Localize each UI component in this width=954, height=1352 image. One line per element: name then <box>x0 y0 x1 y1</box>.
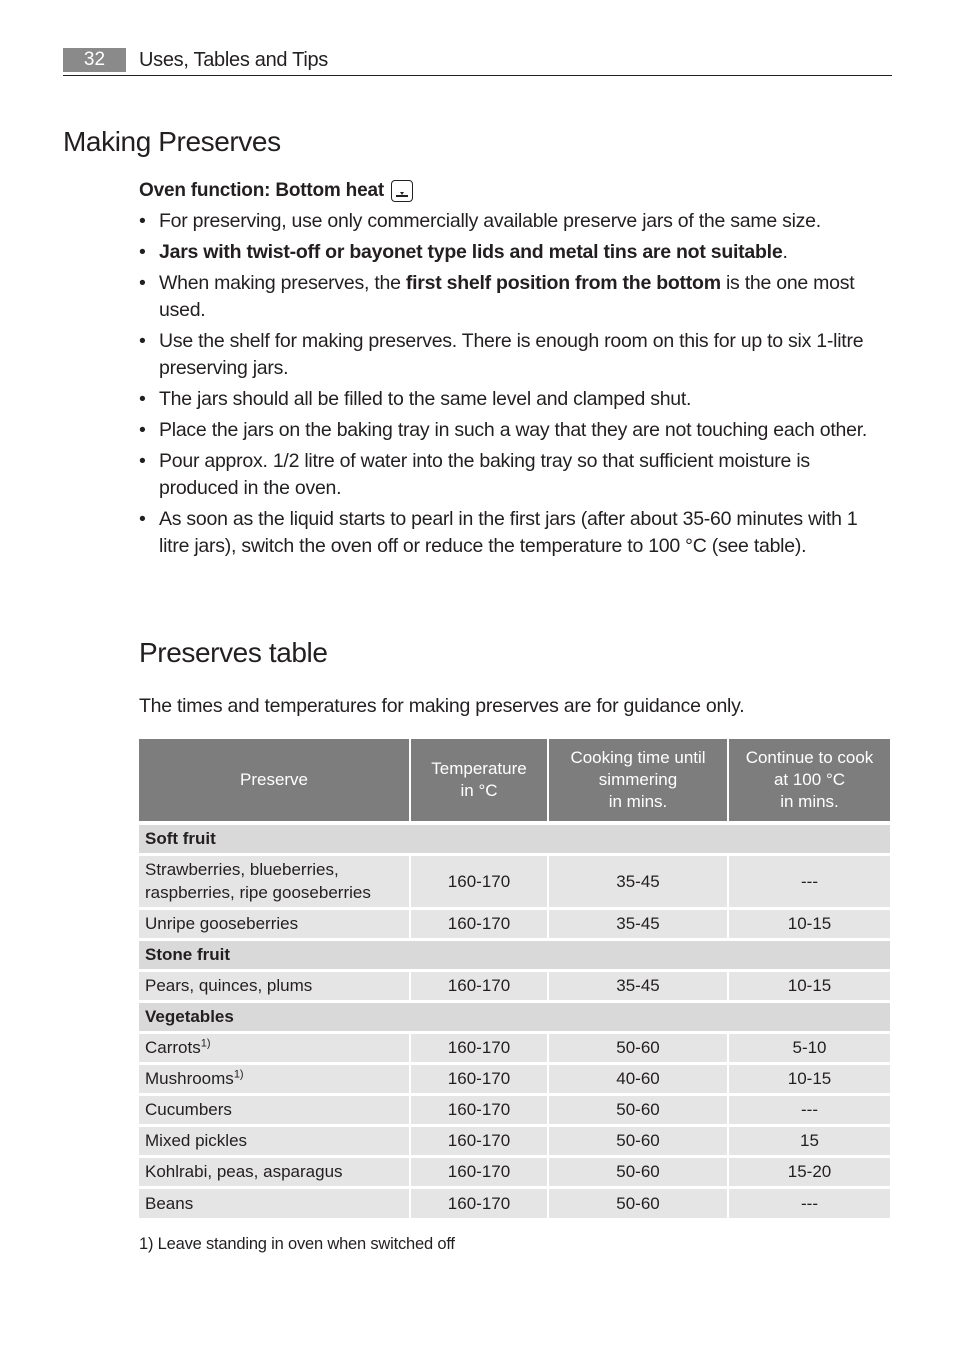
group-name: Vegetables <box>139 1001 890 1032</box>
preserve-name: Beans <box>145 1193 194 1213</box>
preserve-name: Pears, quinces, plums <box>145 976 313 995</box>
continue-cooking-cell: --- <box>728 854 890 908</box>
table-row <box>139 970 890 1001</box>
making-preserves-content <box>139 177 889 564</box>
footnote-marker: 1) <box>233 1068 244 1081</box>
cooking-time-cell: 35-45 <box>548 854 728 908</box>
temperature-cell: 160-170 <box>410 908 548 939</box>
bullet-item <box>139 386 889 413</box>
preserve-cell <box>139 1063 410 1094</box>
bullet-text: When making preserves, the <box>159 272 406 294</box>
bullet-item <box>139 239 889 266</box>
temperature-cell: 160-170 <box>410 854 548 908</box>
bullet-text: As soon as the liquid starts to pearl in the first jars (after about 35-60 minutes with 1 litre jars), switch the oven off or reduce the temperature to 100 °C (see table). <box>159 508 858 557</box>
instruction-list <box>139 208 889 560</box>
preserve-cell <box>139 854 410 908</box>
table-body <box>139 823 890 1218</box>
column-header-line: Temperature <box>431 759 527 778</box>
oven-function <box>139 177 889 205</box>
cooking-time-cell: 35-45 <box>548 970 728 1001</box>
temperature-cell: 160-170 <box>410 1187 548 1218</box>
bullet-item <box>139 417 889 444</box>
bullet-emphasis: first shelf position from the bottom <box>405 272 721 294</box>
bullet-item <box>139 448 889 502</box>
bullet-text: Pour approx. 1/2 litre of water into the baking tray so that sufficient moisture is produced in the oven. <box>159 450 810 499</box>
column-header-line: simmering <box>598 770 678 789</box>
bullet-emphasis: Jars with twist-off or bayonet type lids and metal tins are not suitable <box>159 241 783 263</box>
group-name: Soft fruit <box>139 823 890 854</box>
page-header <box>63 46 892 76</box>
temperature-cell: 160-170 <box>410 970 548 1001</box>
group-name: Stone fruit <box>139 939 890 970</box>
preserve-name: Unripe gooseberries <box>145 914 299 933</box>
page-number: 32 <box>63 48 126 72</box>
temperature-cell: 160-170 <box>410 1032 548 1063</box>
table-section-title: Preserves table <box>139 637 328 668</box>
continue-cooking-cell: 10-15 <box>728 1063 890 1094</box>
table-row <box>139 1125 890 1156</box>
table-row <box>139 1156 890 1187</box>
bullet-item <box>139 208 889 235</box>
preserve-name: Strawberries, blueberries, <box>145 860 339 879</box>
bullet-text: Place the jars on the baking tray in such a way that they are not touching each other. <box>159 419 868 441</box>
preserve-name: Kohlrabi, peas, asparagus <box>145 1162 343 1181</box>
bullet-text: The jars should all be filled to the same level and clamped shut. <box>159 388 692 410</box>
preserve-cell <box>139 1125 410 1156</box>
column-header-line: in mins. <box>608 792 668 811</box>
group-row <box>139 1001 890 1032</box>
preserve-name-line <box>145 1036 403 1059</box>
temperature-cell: 160-170 <box>410 1125 548 1156</box>
footnote-marker: 1) <box>200 1037 211 1050</box>
group-row <box>139 939 890 970</box>
preserve-name-line <box>145 1067 403 1090</box>
table-intro: The times and temperatures for making preserves are for guidance only. <box>139 695 745 717</box>
column-header-line: in °C <box>460 781 498 800</box>
column-header <box>139 739 410 823</box>
preserve-cell <box>139 1187 410 1218</box>
bullet-text: . <box>782 241 788 263</box>
section-title: Making Preserves <box>63 126 281 157</box>
continue-cooking-cell: --- <box>728 1187 890 1218</box>
preserve-cell <box>139 1032 410 1063</box>
table-row <box>139 1187 890 1218</box>
column-header <box>548 739 728 823</box>
cooking-time-cell: 50-60 <box>548 1156 728 1187</box>
column-header-line: Preserve <box>239 770 309 789</box>
preserve-cell <box>139 1156 410 1187</box>
preserve-name: Carrots <box>145 1038 201 1057</box>
table-row <box>139 1094 890 1125</box>
bullet-item <box>139 328 889 382</box>
preserve-cell <box>139 908 410 939</box>
preserve-cell <box>139 970 410 1001</box>
cooking-time-cell: 40-60 <box>548 1063 728 1094</box>
bullet-text: is the one most used. <box>159 272 855 321</box>
preserve-name: Cucumbers <box>145 1100 232 1119</box>
column-header <box>410 739 548 823</box>
temperature-cell: 160-170 <box>410 1063 548 1094</box>
cooking-time-cell: 50-60 <box>548 1094 728 1125</box>
group-row <box>139 823 890 854</box>
table-header-row <box>139 739 890 823</box>
column-header-line: in mins. <box>780 792 839 811</box>
bottom-heat-icon <box>391 180 413 202</box>
preserve-name: raspberries, ripe gooseberries <box>145 883 371 902</box>
preserves-table <box>139 739 890 1218</box>
preserve-cell <box>139 1094 410 1125</box>
column-header <box>728 739 890 823</box>
bullet-item <box>139 270 889 324</box>
column-header-line: at 100 °C <box>773 770 846 789</box>
table-row <box>139 908 890 939</box>
bullet-item <box>139 506 889 560</box>
table-row <box>139 854 890 908</box>
table-row <box>139 1063 890 1094</box>
preserve-name: Mixed pickles <box>145 1131 248 1150</box>
oven-function-label: Oven function: Bottom heat <box>139 180 384 201</box>
temperature-cell: 160-170 <box>410 1156 548 1187</box>
column-header-line: Continue to cook <box>745 748 874 767</box>
preserve-name: Mushrooms <box>145 1069 234 1088</box>
footnote: 1) Leave standing in oven when switched off <box>139 1235 455 1253</box>
table-row <box>139 1032 890 1063</box>
cooking-time-cell: 50-60 <box>548 1187 728 1218</box>
temperature-cell: 160-170 <box>410 1094 548 1125</box>
column-header-line: Cooking time until <box>570 748 706 767</box>
continue-cooking-cell: 10-15 <box>728 970 890 1001</box>
continue-cooking-cell: 15 <box>728 1125 890 1156</box>
continue-cooking-cell: 5-10 <box>728 1032 890 1063</box>
cooking-time-cell: 35-45 <box>548 908 728 939</box>
bullet-text: Use the shelf for making preserves. There is enough room on this for up to six 1-litre preserving jars. <box>159 330 864 379</box>
cooking-time-cell: 50-60 <box>548 1032 728 1063</box>
continue-cooking-cell: 10-15 <box>728 908 890 939</box>
continue-cooking-cell: 15-20 <box>728 1156 890 1187</box>
header-title: Uses, Tables and Tips <box>139 49 328 71</box>
bullet-text: For preserving, use only commercially available preserve jars of the same size. <box>159 210 821 232</box>
cooking-time-cell: 50-60 <box>548 1125 728 1156</box>
continue-cooking-cell: --- <box>728 1094 890 1125</box>
